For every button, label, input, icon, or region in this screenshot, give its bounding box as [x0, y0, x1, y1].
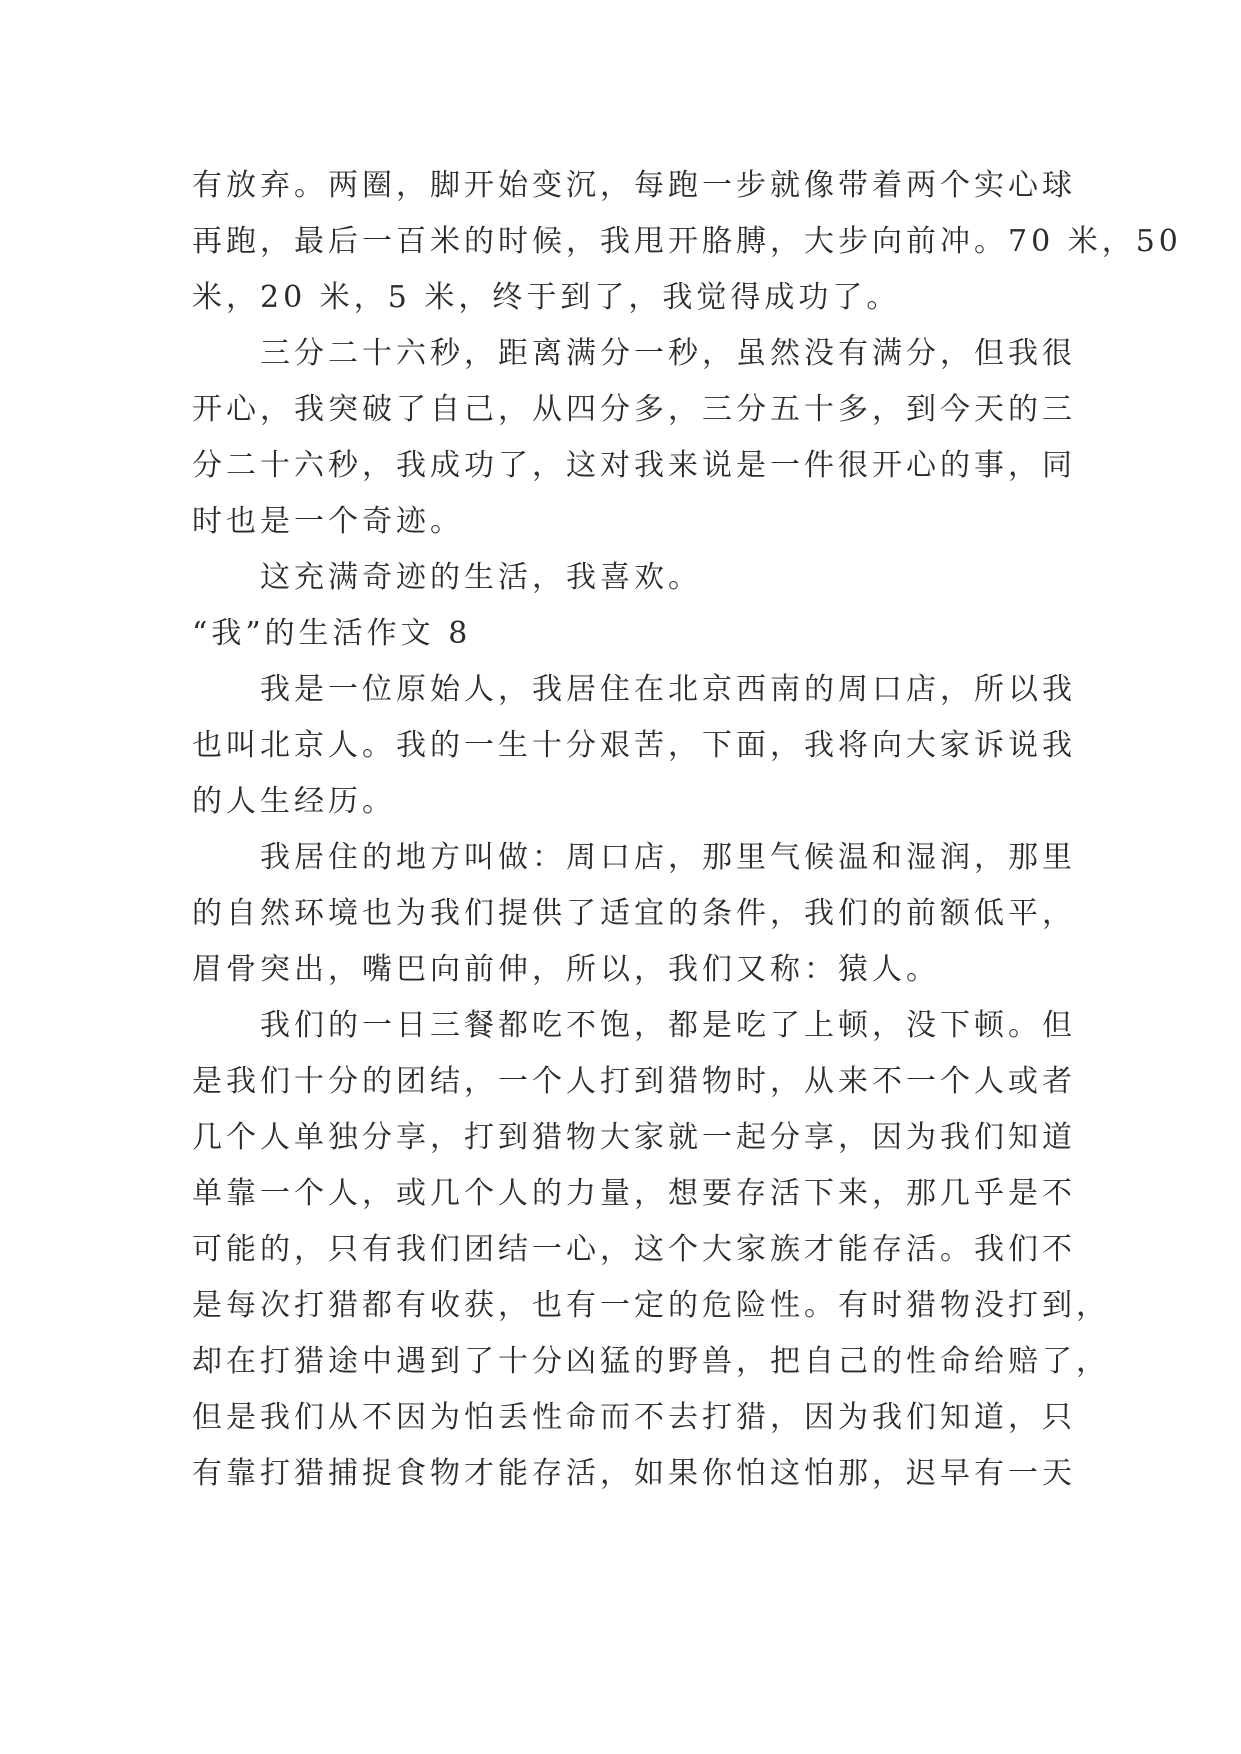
text-line: 是每次打猎都有收获，也有一定的危险性。有时猎物没打到，: [192, 1288, 1110, 1323]
text-line: 的人生经历。: [192, 784, 396, 819]
section-heading: “我”的生活作文 8: [192, 616, 472, 651]
text-line: 再跑，最后一百米的时候，我甩开胳膊，大步向前冲。70 米，50: [192, 224, 1182, 259]
text-line: 单靠一个人，或几个人的力量，想要存活下来，那几乎是不: [192, 1176, 1076, 1211]
text-line: 也叫北京人。我的一生十分艰苦，下面，我将向大家诉说我: [192, 728, 1076, 763]
text-line: 眉骨突出，嘴巴向前伸，所以，我们又称：猿人。: [192, 952, 940, 987]
paragraph-start-line: 我们的一日三餐都吃不饱，都是吃了上顿，没下顿。但: [260, 1008, 1076, 1043]
text-line: 分二十六秒，我成功了，这对我来说是一件很开心的事，同: [192, 448, 1076, 483]
text-line: 有靠打猎捕捉食物才能存活，如果你怕这怕那，迟早有一天: [192, 1456, 1076, 1491]
paragraph-start-line: 这充满奇迹的生活，我喜欢。: [260, 560, 702, 595]
text-line: 是我们十分的团结，一个人打到猎物时，从来不一个人或者: [192, 1064, 1076, 1099]
text-line: 开心，我突破了自己，从四分多，三分五十多，到今天的三: [192, 392, 1076, 427]
text-line: 米，20 米，5 米，终于到了，我觉得成功了。: [192, 280, 901, 315]
text-line: 有放弃。两圈，脚开始变沉，每跑一步就像带着两个实心球: [192, 168, 1076, 203]
paragraph-start-line: 我是一位原始人，我居住在北京西南的周口店，所以我: [260, 672, 1076, 707]
text-line: 但是我们从不因为怕丢性命而不去打猎，因为我们知道，只: [192, 1400, 1076, 1435]
text-line: 时也是一个奇迹。: [192, 504, 464, 539]
text-line: 却在打猎途中遇到了十分凶猛的野兽，把自己的性命给赔了，: [192, 1344, 1110, 1379]
text-line: 几个人单独分享，打到猎物大家就一起分享，因为我们知道: [192, 1120, 1076, 1155]
text-line: 可能的，只有我们团结一心，这个大家族才能存活。我们不: [192, 1232, 1076, 1267]
paragraph-start-line: 三分二十六秒，距离满分一秒，虽然没有满分，但我很: [260, 336, 1076, 371]
text-line: 的自然环境也为我们提供了适宜的条件，我们的前额低平，: [192, 896, 1076, 931]
paragraph-start-line: 我居住的地方叫做：周口店，那里气候温和湿润，那里: [260, 840, 1076, 875]
document-body: [192, 158, 1182, 1502]
